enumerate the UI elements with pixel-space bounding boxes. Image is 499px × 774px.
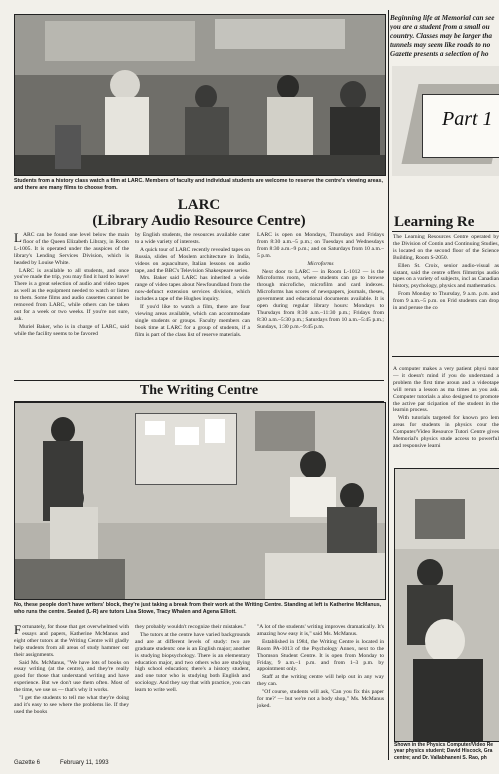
learning-paragraph: From Monday to Thursday, 9 a.m. p.m. and from 9 a.m.–5 p.m. on Frid students can drop in and peruse the co	[393, 291, 499, 312]
microforms-subhead: Microforms	[307, 260, 334, 267]
section-rule	[392, 356, 499, 357]
larc-title: LARC (Library Audio Resource Centre)	[92, 197, 306, 229]
part-label: Part 1	[442, 108, 493, 130]
physics-paragraph: A computer makes a very patient physi tutor — it doesn't mind if you do understand a problem the first time aroun and a videotape will rerun a lesson as ma times as you ask. Computer tutorials a also designed to promote the active par ticipation of the student in the learnin process.	[393, 366, 499, 414]
learning-headline: Learning Re	[394, 214, 475, 230]
larc-paragraph: LARC is open on Mondays, Thursdays and Fridays from 8:30 a.m.–5 p.m.; on Tuesdays and Wednesdays from 8:30 a.m.–9 p.m.; and on Saturdays from 10 a.m.–5 p.m.	[257, 232, 384, 259]
larc-column-2	[135, 232, 250, 374]
learning-column	[393, 234, 499, 346]
physics-paragraph: With tutorials targeted for known pro lem areas for students in physics cour the Computer/Video Resource Tutori Centre gives Memorial's physics stude access to powerful and responsive learni	[393, 415, 499, 449]
learning-paragraph: The Learning Resources Centre operated by the Division of Contin and Continuing Studies, is located on the second floor of the Science Building, Room S-2050.	[393, 234, 499, 261]
writing-paragraph: Fortunately, for those that get overwhelmed with essays and papers, Katherine McManus and eight other tutors at the Writing Centre will gladly help students from all areas of study hammer out their assignments.	[14, 624, 129, 658]
physics-caption: Shown in the Physics Computer/Video Re year physics student; David Hiscock, Gra centre; and Dr. Vallabhaneni S. Rao, ph	[394, 742, 494, 761]
larc-column-3	[257, 232, 384, 374]
top-photo-caption: Students from a history class watch a film at LARC. Members of faculty and individual students are welcome to reserve the centre's viewing areas, and there are many films to choose from.	[14, 178, 383, 191]
photo-writing-centre	[14, 402, 386, 600]
writing-column-3	[257, 624, 384, 754]
photo-physics-centre	[394, 468, 499, 742]
larc-paragraph: If you'd like to watch a film, there are four viewing areas available, which can accommodate single students or groups. Faculty members can book time at LARC for a group of students, if a film is part of the class list of reserve materials.	[135, 304, 250, 338]
writing-paragraph: "A lot of the students' writing improves dramatically. It's amazing how easy it is," said Ms. McManus.	[257, 624, 384, 637]
writing-paragraph: Said Ms. McManus, "We have lots of books on essay writing (at the centre), and they're really good for those that understand writing and have experience. But we don't use them often. Most of the time, we use us — that's why it works.	[14, 659, 129, 694]
writing-paragraph: The tutors at the centre have varied backgrounds and are at different levels of study: two are graduate students: one is an English major; another is studying biopsychology. There is an elementary education major, and two others who are studying high school education; there's a history student, and one tutor who is studying both English and sociology. And they say that with practice, you can learn to write well.	[135, 631, 250, 694]
larc-paragraph: Next door to LARC — in Room L-1012 — is the Microforms room, where students can go to browse through microfiche, microfilm and card indexes. Microforms has scores of newspapers, journals, theses, government and educational documents available. It is open during regular library hours: Mondays to Thursdays from 8:30 a.m.–11:30 p.m.; Fridays from 8:30 a.m.–5:30 p.m.; Saturdays from 10 a.m.–5:45 p.m.; Sundays, 1:30 p.m.–9:45 p.m.	[257, 268, 384, 330]
writing-centre-caption: No, these people don't have writers' block, they're just taking a break from their work at the Writing Centre. Standing at left is Katherine McManus, who runs the centre. Seated (L-R) are tutors Lisa Stowe, Tracy Whalen and Agena Elliott.	[14, 602, 382, 615]
learning-paragraph: Ellen St. Croix, senior audio-visual as sistant, said the centre offers filmstrips audio tapes on a variety of subjects, incl as Canadian history, psychology, physics and mathematics.	[393, 262, 499, 290]
writing-paragraph: Staff at the writing centre will help out in any way they can.	[257, 674, 384, 688]
issue-date: February 11, 1993	[60, 760, 109, 766]
larc-column-1	[14, 232, 129, 374]
larc-paragraph: LARC is available to all students, and once you've made the trip, you may find it hard to leave! There is a great selection of audio and video tapes as well as the equipment needed to watch or listen to them. Some films and audio cassettes cannot be removed from LARC, while others can be taken out for a week or two weeks. If you're not sure, ask.	[14, 267, 129, 322]
larc-paragraph: LARC can be found one level below the main floor of the Queen Elizabeth Library, in Room L-1005. It is operated under the auspices of the library's Lending Services Division, which is headed by Louise White.	[14, 232, 129, 266]
column-divider	[388, 10, 389, 760]
writing-paragraph: "I get the students to tell me what they're doing and it's easy to see where the problems lie. If they used the books	[14, 695, 129, 715]
series-intro: Beginning life at Memorial can see you are a student from a small ou country. Classes may be larger tha tunnels may seem like roads to no Gazette presents a selection of ho	[390, 14, 495, 58]
photo-film-viewing	[14, 14, 386, 176]
writing-column-1	[14, 624, 129, 754]
writing-paragraph: "Of course, students will ask, 'Can you fix this paper for me?' — but we're not a body shop," Ms. McManus joked.	[257, 689, 384, 709]
page-number: Gazette 6	[14, 760, 41, 766]
larc-paragraph: Mrs. Baker said LARC has inherited a wide range of video tapes about Newfoundland from the now-defunct extension services division, which includes a tape of the Hughes inquiry.	[135, 275, 250, 303]
physics-column	[393, 366, 499, 464]
writing-paragraph: they probably wouldn't recognize their mistakes."	[135, 624, 247, 630]
writing-paragraph: Established in 1984, the Writing Centre is located in Room PA-1013 of the Psychology Annex, next to the Thomson Student Centre. It is open from Monday to Friday, 9 a.m.–1 p.m. and from 1–3 p.m. by appointment only.	[257, 638, 384, 673]
part-banner	[392, 66, 499, 176]
headline-rule	[392, 231, 499, 232]
writing-centre-title: The Writing Centre	[14, 380, 384, 402]
writing-column-2	[135, 624, 250, 754]
larc-paragraph: by English students, the resources available cater to a wide variety of interests.	[135, 232, 250, 245]
larc-paragraph: A quick tour of LARC recently revealed tapes on Russia, slides of Moslem architecture in India, videos on aquaculture, Italian lessons on audio tape, and the BBC's Television Shakespeare series.	[135, 246, 250, 274]
larc-paragraph: Muriel Baker, who is in charge of LARC, said while the facility seems to be favored	[14, 323, 129, 337]
